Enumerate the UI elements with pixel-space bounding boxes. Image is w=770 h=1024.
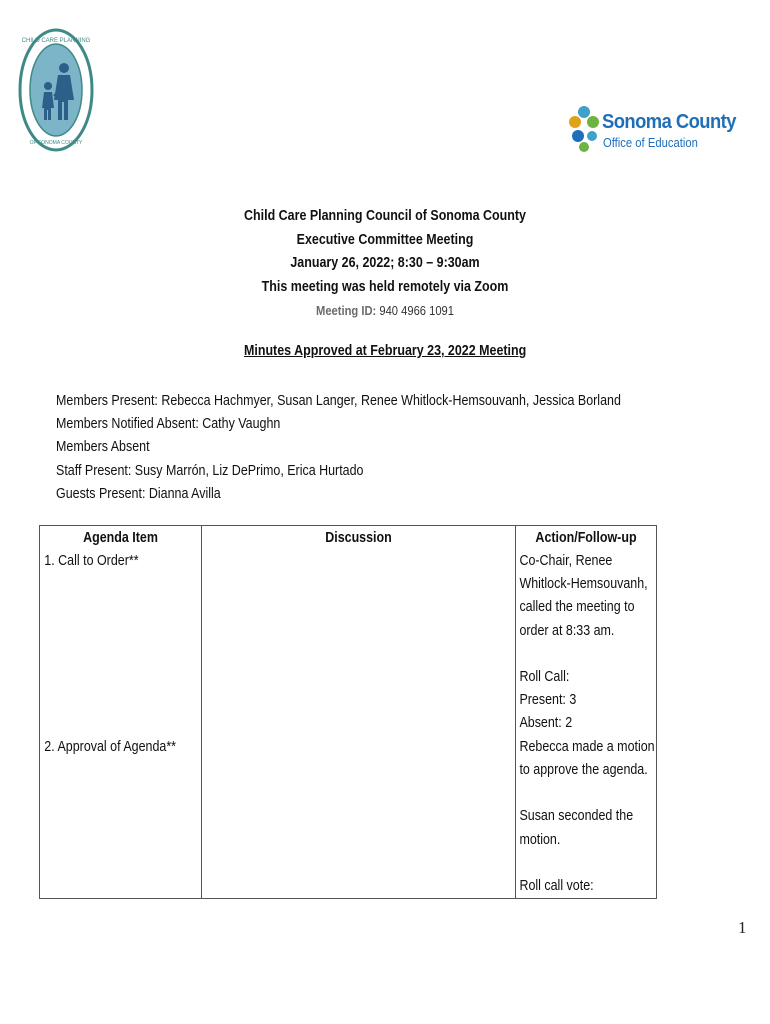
table-row bbox=[40, 550, 657, 736]
meeting-location: This meeting was held remotely via Zoom bbox=[261, 278, 509, 295]
agenda-table bbox=[39, 525, 657, 899]
members-present: Members Present: Rebecca Hachmyer, Susan Langer, Renee Whitlock-Hemsouvanh, Jessica Borland bbox=[56, 393, 621, 409]
header-agenda-item: Agenda Item bbox=[40, 526, 202, 551]
scoe-logo bbox=[566, 98, 736, 160]
header-action: Action/Follow-up bbox=[516, 526, 657, 551]
table-header-row bbox=[40, 526, 657, 551]
scoe-subtitle: Office of Education bbox=[603, 136, 698, 150]
meeting-id-label: Meeting ID: bbox=[316, 303, 377, 318]
header-discussion: Discussion bbox=[202, 526, 516, 551]
staff-present: Staff Present: Susy Marrón, Liz DePrimo, Erica Hurtado bbox=[56, 462, 364, 479]
action-cell: Co-Chair, Renee Whitlock-Hemsouvanh, called the meeting to order at 8:33 am. Roll Call: Present: 3 Absent: 2 bbox=[516, 550, 657, 736]
attendance-list bbox=[56, 390, 736, 506]
page-number: 1 bbox=[738, 918, 747, 937]
svg-text:CHILD CARE PLANNING: CHILD CARE PLANNING bbox=[21, 38, 91, 44]
table-row bbox=[40, 736, 657, 899]
committee-title: Executive Committee Meeting bbox=[296, 231, 474, 248]
meeting-date: January 26, 2022; 8:30 – 9:30am bbox=[290, 255, 480, 271]
members-notified-absent: Members Notified Absent: Cathy Vaughn bbox=[56, 416, 281, 433]
council-title: Child Care Planning Council of Sonoma County bbox=[244, 208, 526, 224]
meeting-header bbox=[0, 205, 770, 322]
action-cell: Rebecca made a motion to approve the agenda. Susan seconded the motion. Roll call vote: bbox=[516, 736, 657, 899]
discussion-cell bbox=[202, 550, 516, 736]
svg-text:OF SONOMA COUNTY: OF SONOMA COUNTY bbox=[29, 140, 83, 146]
guests-present: Guests Present: Dianna Avilla bbox=[56, 485, 221, 502]
minutes-approval-note: Minutes Approved at February 23, 2022 Meeting bbox=[243, 343, 527, 359]
meeting-id bbox=[54, 299, 716, 322]
agenda-item-cell: 2. Approval of Agenda** bbox=[40, 736, 202, 899]
agenda-item-cell: 1. Call to Order** bbox=[40, 550, 202, 736]
meeting-id-value: 940 4966 1091 bbox=[376, 303, 454, 318]
scoe-name: Sonoma County bbox=[602, 111, 736, 133]
discussion-cell bbox=[202, 736, 516, 899]
ccpc-logo bbox=[18, 28, 94, 152]
members-absent: Members Absent bbox=[56, 439, 150, 456]
